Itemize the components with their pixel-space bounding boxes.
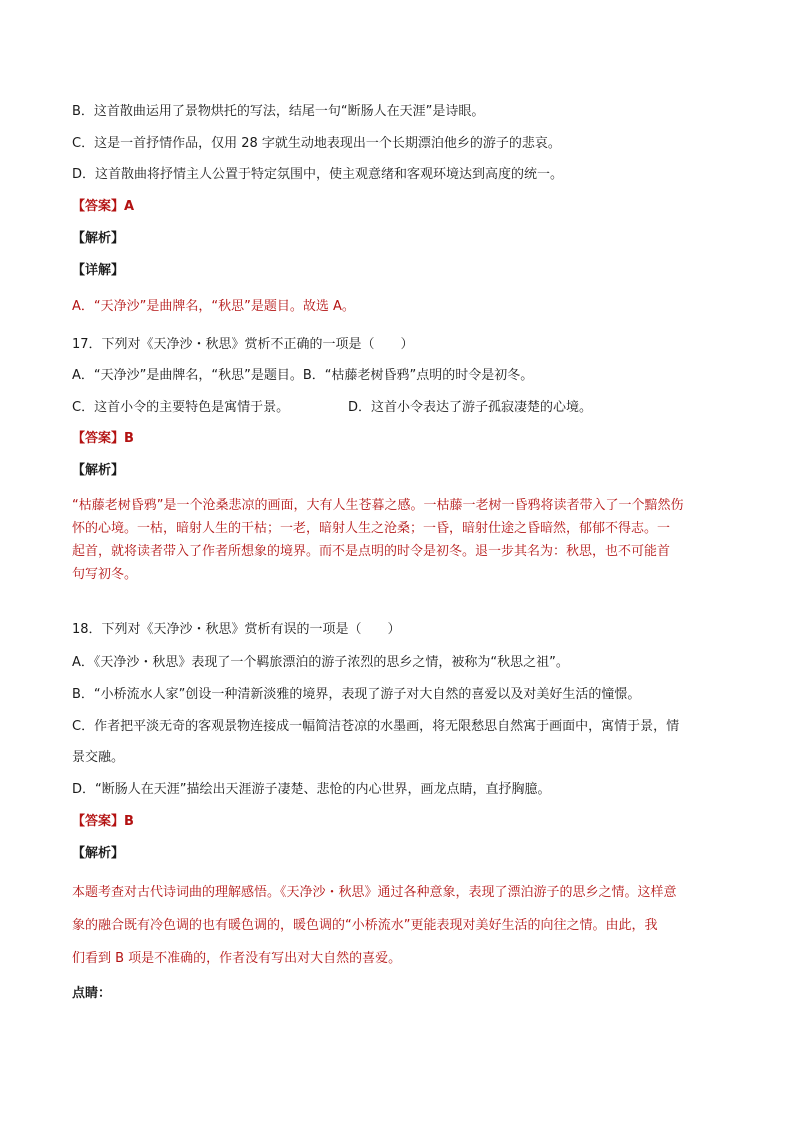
analysis-line: 象的融合既有冷色调的也有暖色调的，暖色调的“小桥流水”更能表现对美好生活的向往之情。由此，我 [72, 918, 658, 933]
q16-detail-text: A．“天净沙”是曲牌名，“秋思”是题目。故选 A。 [72, 299, 355, 314]
answer-value: A [124, 199, 135, 214]
q16-option-c: C．这是一首抒情作品，仅用 28 字就生动地表现出一个长期漂泊他乡的游子的悲哀。 [72, 136, 561, 151]
q18-option-b: B．“小桥流水人家”创设一种清新淡雅的境界，表现了游子对大自然的喜爱以及对美好生活的憧憬。 [72, 687, 641, 702]
q16-option-b: B．这首散曲运用了景物烘托的写法，结尾一句“断肠人在天涯”是诗眼。 [72, 104, 485, 119]
q18-option-c-line1: C．作者把平淡无奇的客观景物连接成一幅简洁苍凉的水墨画，将无限愁思自然寓于画面中，寓情于景，情 [72, 719, 680, 734]
q17-option-d: D．这首小令表达了游子孤寂凄楚的心境。 [348, 400, 593, 415]
q18-answer [72, 814, 724, 830]
q18-option-a: A．《天净沙・秋思》表现了一个羁旅漂泊的游子浓烈的思乡之情，被称为“秋思之祖”。 [72, 655, 569, 670]
q17-options-cd [72, 400, 724, 416]
q17-analysis-text [72, 494, 722, 586]
q18-stem: 18．下列对《天净沙・秋思》赏析有误的一项是（ ） [72, 622, 401, 637]
q17-option-c: C．这首小令的主要特色是寓情于景。 [72, 400, 290, 415]
q16-option-d: D．这首散曲将抒情主人公置于特定氛围中，使主观意绪和客观环境达到高度的统一。 [72, 167, 564, 182]
q17-option-b: B．“枯藤老树昏鸦”点明的时令是初冬。 [302, 368, 534, 383]
q18-analysis-label: 【解析】 [72, 846, 125, 861]
analysis-line: 们看到 B 项是不准确的，作者没有写出对大自然的喜爱。 [72, 951, 402, 966]
q17-stem: 17．下列对《天净沙・秋思》赏析不正确的一项是（ ） [72, 337, 414, 352]
answer-value: B [124, 814, 134, 829]
answer-value: B [124, 431, 134, 446]
answer-label: 【答案】 [72, 199, 125, 214]
q18-analysis-text [72, 876, 722, 975]
q17-options-ab [72, 368, 724, 384]
q18-option-c-line2: 景交融。 [72, 750, 125, 765]
q17-answer [72, 431, 724, 447]
answer-label: 【答案】 [72, 431, 125, 446]
q18-comment-label: 点睛： [72, 986, 112, 1001]
analysis-line: 起首，就将读者带入了作者所想象的境界。而不是点明的时令是初冬。退一步其名为：秋思，也不可能首 [72, 544, 671, 559]
q16-answer [72, 199, 724, 215]
analysis-line: 句写初冬。 [72, 567, 138, 582]
analysis-line: 怀的心境。一枯，暗射人生的干枯；一老，暗射人生之沧桑；一昏，暗射仕途之昏暗然，郁郁不得志。一 [72, 521, 671, 536]
q16-detail-label: 【详解】 [72, 263, 125, 278]
analysis-line: “枯藤老树昏鸦”是一个沧桑悲凉的画面，大有人生苍暮之感。一枯藤一老树一昏鸦将读者带入了一个黯然伤 [72, 498, 684, 513]
q16-analysis-label: 【解析】 [72, 231, 125, 246]
q17-analysis-label: 【解析】 [72, 463, 125, 478]
q18-option-d: D．“断肠人在天涯”描绘出天涯游子凄楚、悲怆的内心世界，画龙点睛，直抒胸臆。 [72, 782, 551, 797]
answer-label: 【答案】 [72, 814, 125, 829]
analysis-line: 本题考查对古代诗词曲的理解感悟。《天净沙・秋思》通过各种意象，表现了漂泊游子的思乡之情。这样意 [72, 885, 677, 900]
q17-option-a: A．“天净沙”是曲牌名，“秋思”是题目。 [72, 368, 303, 383]
